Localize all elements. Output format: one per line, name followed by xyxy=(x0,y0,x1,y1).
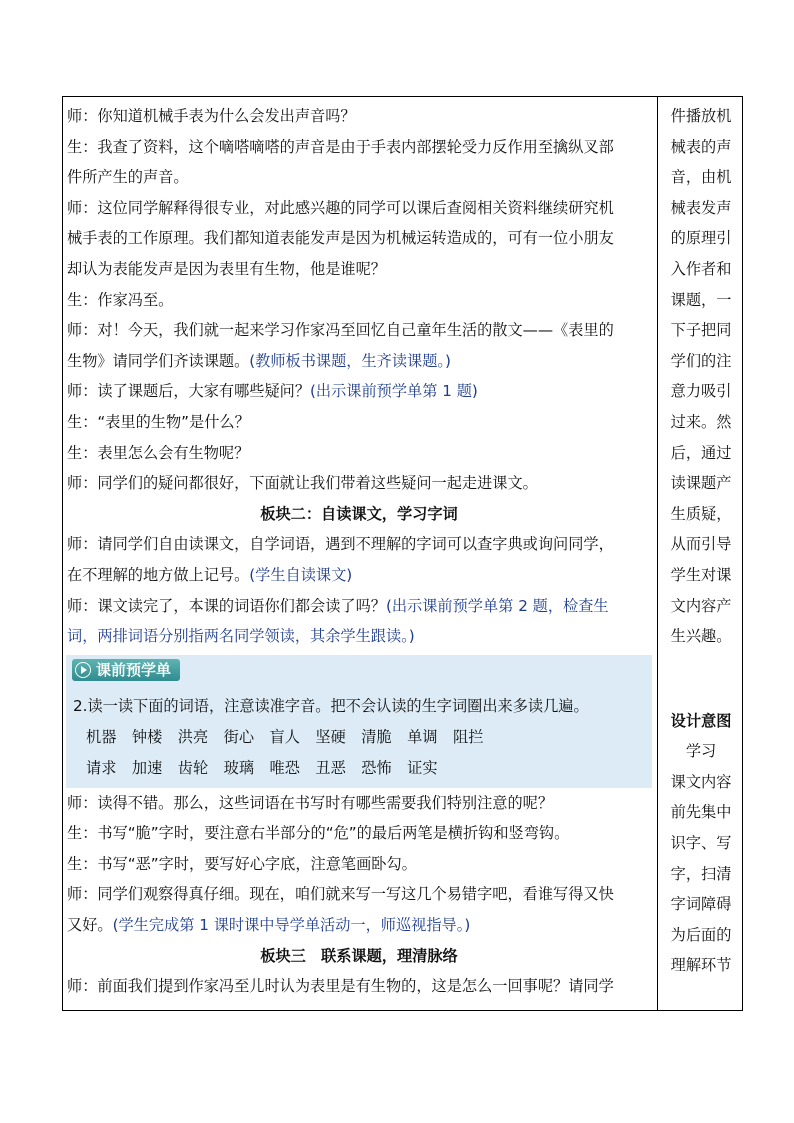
teacher-note: (学生自读课文) xyxy=(249,565,353,584)
dialogue-line: 师：前面我们提到作家冯至儿时认为表里是有生物的，这是怎么一回事呢？请同学 xyxy=(67,977,614,996)
design-intent-title: 设计意图 xyxy=(670,711,732,730)
intent-line: 读课题产 xyxy=(670,474,732,493)
vocab-word: 请求 xyxy=(86,758,117,777)
intent-line: 识字、写 xyxy=(670,834,732,853)
intent-line: 为后面的 xyxy=(670,925,732,944)
teacher-note: (学生完成第 1 课时课中导学单活动一，师巡视指导。) xyxy=(112,916,471,935)
intent-line: 字词障碍 xyxy=(670,895,732,914)
dialogue-line: 件所产生的声音。 xyxy=(67,168,189,187)
dialogue-line: 生：作家冯至。 xyxy=(67,290,174,309)
vocab-word: 机器 xyxy=(86,727,117,746)
intent-line: 学生对课 xyxy=(670,565,732,584)
vocabulary-row xyxy=(66,722,652,753)
preview-worksheet-box xyxy=(66,655,652,788)
intent-line: 课题，一 xyxy=(670,290,732,309)
intent-line: 械表的声 xyxy=(670,137,732,156)
teacher-note: (出示课前预学单第 2 题，检查生 xyxy=(385,596,609,615)
dialogue-line: 师：同学们的疑问都很好，下面就让我们带着这些疑问一起走进课文。 xyxy=(67,474,538,493)
dialogue-line xyxy=(67,591,651,622)
intent-line: 文内容产 xyxy=(670,596,732,615)
play-icon xyxy=(75,662,91,678)
dialogue-text: 生物》请同学们齐读课题。 xyxy=(67,351,250,370)
intent-line: 的原理引 xyxy=(670,229,732,248)
worksheet-tag xyxy=(72,659,180,681)
vocab-word: 盲人 xyxy=(269,727,300,746)
worksheet-tag-label: 课前预学单 xyxy=(96,660,172,679)
vocab-word: 证实 xyxy=(407,758,438,777)
vocab-word: 钟楼 xyxy=(131,727,163,746)
intent-line: 后，通过 xyxy=(670,443,732,462)
section-heading: 板块二：自读课文，学习字词 xyxy=(260,504,458,523)
dialogue-line xyxy=(67,560,651,591)
intent-line: 过来。然 xyxy=(670,412,732,431)
dialogue-line xyxy=(67,376,651,407)
vocab-word: 加速 xyxy=(131,758,163,777)
dialogue-line xyxy=(67,910,651,941)
vocab-word: 丑恶 xyxy=(315,758,346,777)
dialogue-line: 生：“表里的生物”是什么？ xyxy=(67,412,250,431)
dialogue-line: 生：我查了资料，这个嘀嗒嘀嗒的声音是由于手表内部摆轮受力反作用至擒纵叉部 xyxy=(67,137,614,156)
intent-line: 生兴趣。 xyxy=(670,627,732,646)
vocab-word: 清脆 xyxy=(361,727,392,746)
vocab-word: 街心 xyxy=(223,727,254,746)
dialogue-line: 师：请同学们自由读课文，自学词语，遇到不理解的字词可以查字典或询问同学， xyxy=(67,535,614,554)
dialogue-line: 械手表的工作原理。我们都知道表能发声是因为机械运转造成的，可有一位小朋友 xyxy=(67,229,614,248)
worksheet-question: 2.读一读下面的词语，注意读准字音。把不会认读的生字词圈出来多读几遍。 xyxy=(73,696,589,715)
vocab-word: 齿轮 xyxy=(177,758,209,777)
lesson-table xyxy=(62,96,743,1011)
dialogue-line: 师：对！今天，我们就一起来学习作家冯至回忆自己童年生活的散文——《表里的 xyxy=(67,321,614,340)
vocab-word: 唯恐 xyxy=(269,758,300,777)
dialogue-line: 生：书写“恶”字时，要写好心字底，注意笔画卧勾。 xyxy=(67,854,417,873)
intent-line: 课文内容 xyxy=(670,772,732,791)
intent-line: 意力吸引 xyxy=(670,382,732,401)
lesson-content xyxy=(67,101,651,1002)
dialogue-text: 师：读了课题后，大家有哪些疑问？ xyxy=(67,382,310,401)
intent-line: 入作者和 xyxy=(670,259,732,278)
dialogue-line: 却认为表能发声是因为表里有生物，他是谁呢？ xyxy=(67,259,386,278)
intent-line: 生质疑， xyxy=(670,504,732,523)
dialogue-line: 生：表里怎么会有生物呢？ xyxy=(67,443,250,462)
dialogue-line: 生：书写“脆”字时，要注意右半部分的“危”的最后两笔是横折钩和竖弯钩。 xyxy=(67,824,570,843)
dialogue-text: 又好。 xyxy=(67,916,113,935)
intent-line: 件播放机 xyxy=(670,107,732,125)
intent-line: 从而引导 xyxy=(670,535,732,554)
dialogue-text: 在不理解的地方做上记号。 xyxy=(67,565,250,584)
vocab-word: 恐怖 xyxy=(361,758,392,777)
column-divider xyxy=(657,97,658,1010)
intent-line: 理解环节 xyxy=(670,956,732,975)
dialogue-line: 师：你知道机械手表为什么会发出声音吗？ xyxy=(67,107,356,125)
intent-line: 下子把同 xyxy=(670,321,732,340)
intent-line: 字，扫清 xyxy=(670,864,732,883)
dialogue-line: 师：读得不错。那么，这些词语在书写时有哪些需要我们特别注意的呢？ xyxy=(67,793,553,812)
vocab-word: 单调 xyxy=(407,727,438,746)
vocab-word: 洪亮 xyxy=(177,727,209,746)
intent-line: 学习 xyxy=(685,742,717,761)
dialogue-line: 师：同学们观察得真仔细。现在，咱们就来写一写这几个易错字吧，看谁写得又快 xyxy=(67,885,614,904)
dialogue-line xyxy=(67,346,651,377)
dialogue-text: 师：课文读完了，本课的词语你们都会读了吗？ xyxy=(67,596,386,615)
teacher-note: (教师板书课题，生齐读课题。) xyxy=(249,351,451,370)
dialogue-line: 师：这位同学解释得很专业，对此感兴趣的同学可以课后查阅相关资料继续研究机 xyxy=(67,198,614,217)
vocab-word: 玻璃 xyxy=(223,758,254,777)
vocab-word: 阻拦 xyxy=(453,727,484,746)
section-heading: 板块三 联系课题，理清脉络 xyxy=(260,946,458,965)
intent-line: 械表发声 xyxy=(670,198,732,217)
design-intent-column xyxy=(663,101,739,981)
vocab-word: 坚硬 xyxy=(315,727,346,746)
intent-line: 音，由机 xyxy=(670,168,732,187)
intent-line: 前先集中 xyxy=(670,803,732,822)
teacher-note: 词，两排词语分别指两名同学领读，其余学生跟读。) xyxy=(67,627,415,646)
intent-line: 学们的注 xyxy=(670,351,732,370)
teacher-note: (出示课前预学单第 1 题) xyxy=(310,382,478,401)
vocabulary-row xyxy=(66,753,652,784)
